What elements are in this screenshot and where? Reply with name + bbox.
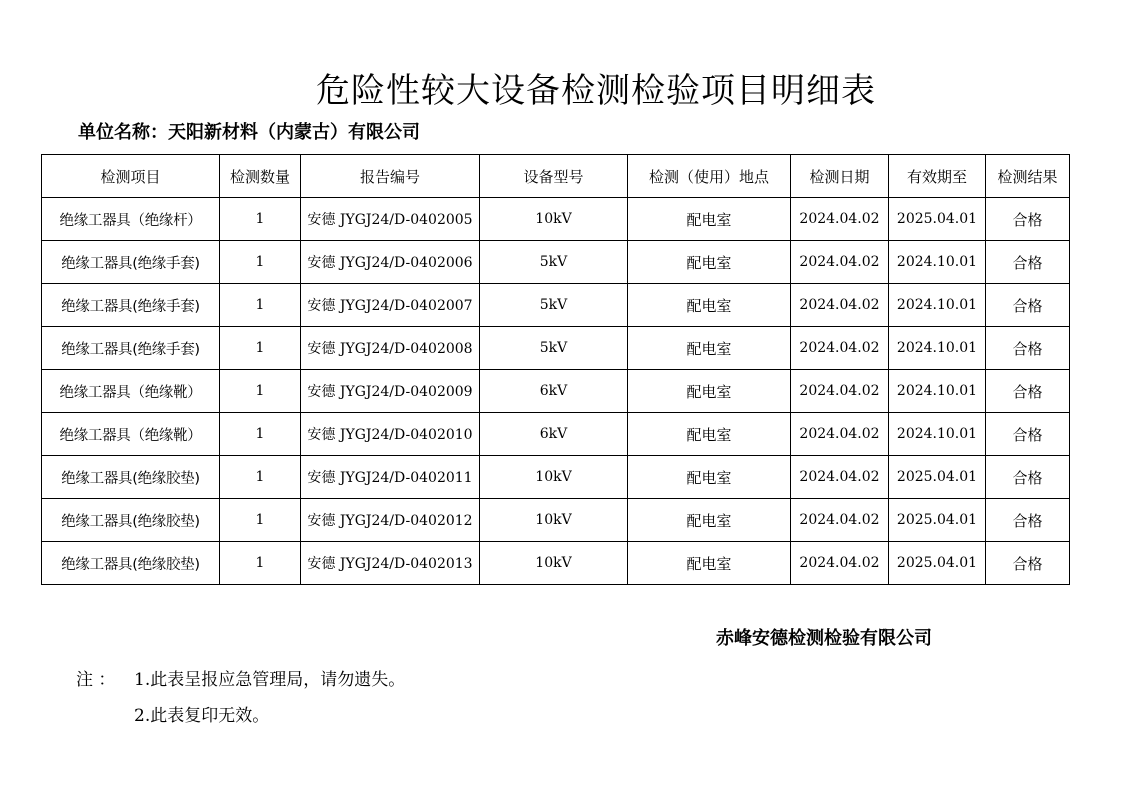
item-cell: 绝缘工器具(绝缘胶垫) [42, 542, 220, 585]
note-item: 1.此表呈报应急管理局，请勿遗失。 [134, 670, 406, 690]
report-number-cell: 安德 JYGJ24/D-0402007 [301, 284, 480, 327]
table-row [42, 456, 1070, 499]
table-row [42, 413, 1070, 456]
result-cell: 合格 [986, 327, 1070, 370]
result-cell: 合格 [986, 499, 1070, 542]
inspection-date-cell: 2024.04.02 [791, 542, 889, 585]
location-cell: 配电室 [628, 499, 791, 542]
table-row [42, 284, 1070, 327]
valid-until-cell: 2025.04.01 [889, 198, 986, 241]
location-cell: 配电室 [628, 413, 791, 456]
header-cell: 报告编号 [301, 155, 480, 198]
header-cell: 设备型号 [480, 155, 628, 198]
report-number-cell: 安德 JYGJ24/D-0402012 [301, 499, 480, 542]
result-cell: 合格 [986, 370, 1070, 413]
inspection-date-cell: 2024.04.02 [791, 284, 889, 327]
model-cell: 5kV [480, 241, 628, 284]
unit-name: 天阳新材料（内蒙古）有限公司 [168, 122, 420, 143]
quantity-cell: 1 [220, 456, 301, 499]
item-cell: 绝缘工器具(绝缘胶垫) [42, 456, 220, 499]
page-title: 危险性较大设备检测检验项目明细表 [316, 71, 876, 111]
result-cell: 合格 [986, 456, 1070, 499]
header-cell: 检测项目 [42, 155, 220, 198]
header-cell: 有效期至 [889, 155, 986, 198]
valid-until-cell: 2025.04.01 [889, 456, 986, 499]
note-row [76, 662, 405, 698]
report-number-cell: 安德 JYGJ24/D-0402013 [301, 542, 480, 585]
note-item: 2.此表复印无效。 [134, 706, 270, 726]
header-cell: 检测数量 [220, 155, 301, 198]
note-row [76, 698, 405, 734]
inspection-date-cell: 2024.04.02 [791, 499, 889, 542]
inspection-table [41, 154, 1070, 585]
item-cell: 绝缘工器具(绝缘手套) [42, 241, 220, 284]
inspection-date-cell: 2024.04.02 [791, 370, 889, 413]
valid-until-cell: 2024.10.01 [889, 241, 986, 284]
location-cell: 配电室 [628, 370, 791, 413]
model-cell: 10kV [480, 198, 628, 241]
header-cell: 检测日期 [791, 155, 889, 198]
header-cell: 检测结果 [986, 155, 1070, 198]
table-row [42, 327, 1070, 370]
item-cell: 绝缘工器具(绝缘手套) [42, 284, 220, 327]
report-number-cell: 安德 JYGJ24/D-0402009 [301, 370, 480, 413]
report-number-cell: 安德 JYGJ24/D-0402005 [301, 198, 480, 241]
location-cell: 配电室 [628, 456, 791, 499]
result-cell: 合格 [986, 241, 1070, 284]
quantity-cell: 1 [220, 499, 301, 542]
quantity-cell: 1 [220, 542, 301, 585]
location-cell: 配电室 [628, 284, 791, 327]
valid-until-cell: 2025.04.01 [889, 499, 986, 542]
inspection-date-cell: 2024.04.02 [791, 327, 889, 370]
issuing-company: 赤峰安德检测检验有限公司 [716, 628, 932, 649]
report-number-cell: 安德 JYGJ24/D-0402006 [301, 241, 480, 284]
report-number-cell: 安德 JYGJ24/D-0402010 [301, 413, 480, 456]
result-cell: 合格 [986, 198, 1070, 241]
model-cell: 10kV [480, 499, 628, 542]
valid-until-cell: 2025.04.01 [889, 542, 986, 585]
quantity-cell: 1 [220, 327, 301, 370]
inspection-date-cell: 2024.04.02 [791, 198, 889, 241]
quantity-cell: 1 [220, 413, 301, 456]
item-cell: 绝缘工器具（绝缘杆） [42, 198, 220, 241]
result-cell: 合格 [986, 542, 1070, 585]
result-cell: 合格 [986, 413, 1070, 456]
report-number-cell: 安德 JYGJ24/D-0402011 [301, 456, 480, 499]
model-cell: 5kV [480, 284, 628, 327]
model-cell: 5kV [480, 327, 628, 370]
table-row [42, 499, 1070, 542]
item-cell: 绝缘工器具(绝缘胶垫) [42, 499, 220, 542]
table-header-row [42, 155, 1070, 198]
location-cell: 配电室 [628, 327, 791, 370]
model-cell: 6kV [480, 370, 628, 413]
item-cell: 绝缘工器具（绝缘靴） [42, 370, 220, 413]
table-row [42, 241, 1070, 284]
quantity-cell: 1 [220, 198, 301, 241]
model-cell: 10kV [480, 542, 628, 585]
header-cell: 检测（使用）地点 [628, 155, 791, 198]
unit-line [78, 120, 420, 146]
table-row [42, 198, 1070, 241]
table-row [42, 370, 1070, 413]
notes-section [76, 662, 405, 734]
location-cell: 配电室 [628, 198, 791, 241]
notes-label: 注 ： [76, 670, 116, 690]
location-cell: 配电室 [628, 241, 791, 284]
location-cell: 配电室 [628, 542, 791, 585]
valid-until-cell: 2024.10.01 [889, 370, 986, 413]
result-cell: 合格 [986, 284, 1070, 327]
inspection-date-cell: 2024.04.02 [791, 413, 889, 456]
report-number-cell: 安德 JYGJ24/D-0402008 [301, 327, 480, 370]
model-cell: 6kV [480, 413, 628, 456]
valid-until-cell: 2024.10.01 [889, 284, 986, 327]
table-row [42, 542, 1070, 585]
quantity-cell: 1 [220, 370, 301, 413]
quantity-cell: 1 [220, 241, 301, 284]
item-cell: 绝缘工器具（绝缘靴） [42, 413, 220, 456]
unit-label: 单位名称： [78, 122, 168, 143]
item-cell: 绝缘工器具(绝缘手套) [42, 327, 220, 370]
inspection-date-cell: 2024.04.02 [791, 456, 889, 499]
valid-until-cell: 2024.10.01 [889, 413, 986, 456]
valid-until-cell: 2024.10.01 [889, 327, 986, 370]
quantity-cell: 1 [220, 284, 301, 327]
model-cell: 10kV [480, 456, 628, 499]
inspection-date-cell: 2024.04.02 [791, 241, 889, 284]
